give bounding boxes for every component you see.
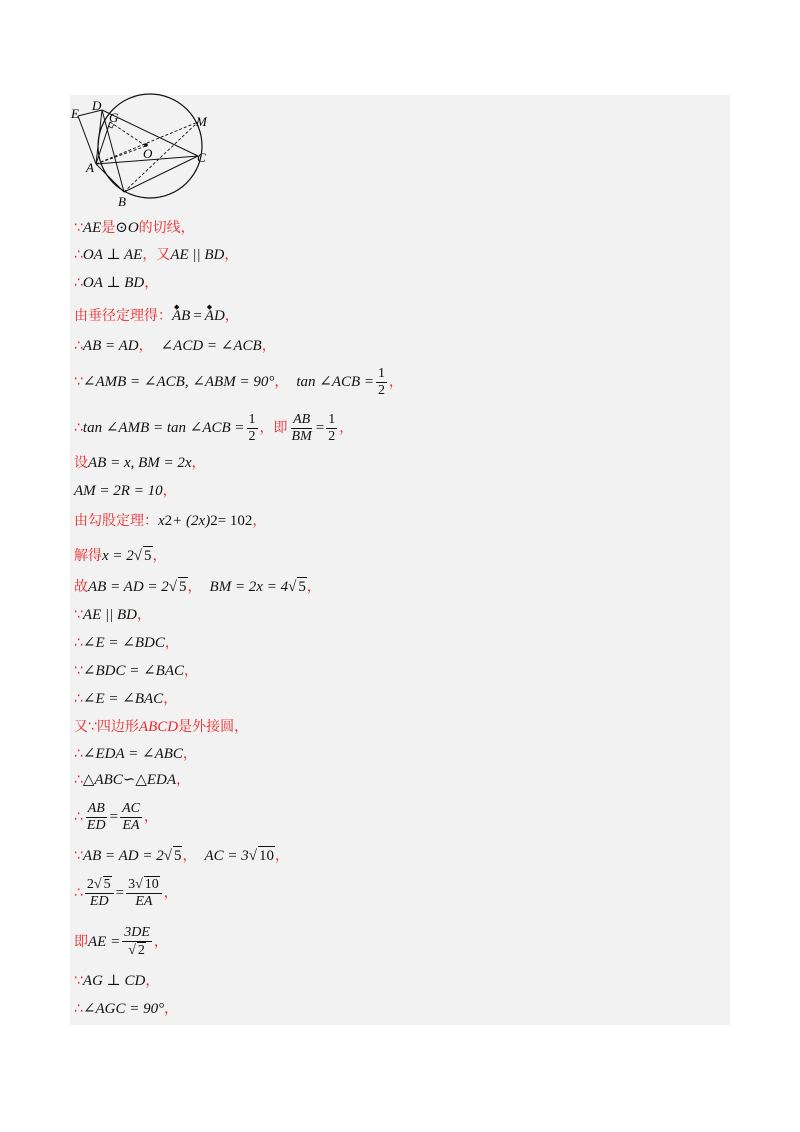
denominator: BM [291, 428, 312, 444]
solution-line-13 [74, 606, 151, 624]
fraction [122, 925, 152, 959]
numerator: 3DE [124, 925, 150, 940]
therefore-symbol: ∴ [74, 772, 83, 788]
text: 由垂径定理得： [74, 308, 172, 324]
text: ， [224, 308, 239, 324]
math-expr: BM = 2x = 4 [209, 578, 289, 595]
text: ， [145, 973, 160, 989]
math-expr: ∠EDA = ∠ABC [82, 746, 183, 762]
exponent: 2 [244, 513, 253, 529]
therefore-symbol: ∴ [74, 809, 83, 825]
text: ， [164, 1001, 179, 1017]
coefficient: 3 [128, 877, 136, 892]
label-a: A [86, 160, 94, 175]
label-e: E [71, 106, 79, 121]
math-expr: x = 2 [102, 547, 134, 564]
label-o: O [143, 146, 153, 161]
math-expr: ∠E = ∠BDC [82, 635, 165, 651]
solution-line-25 [74, 1000, 178, 1018]
solution-line-23 [74, 924, 168, 960]
math-expr: ∠BDC = ∠BAC [82, 663, 185, 679]
math-expr: AB = x, BM = 2x [88, 455, 192, 471]
exponent: 2 [210, 513, 218, 529]
solution-line-8 [74, 454, 206, 472]
text: ， [163, 691, 178, 707]
math-expr: x [158, 513, 165, 529]
therefore-symbol: ∴ [74, 746, 83, 762]
because-symbol: ∵ [74, 220, 83, 236]
solution-line-10 [74, 512, 266, 530]
therefore-symbol: ∴ [74, 275, 83, 291]
radicand: 5 [298, 579, 306, 595]
radicand: 10 [144, 877, 159, 892]
line-oa-dashed [96, 146, 146, 164]
text: 的切线， [138, 220, 195, 236]
text: ， [389, 374, 404, 390]
solution-line-3 [74, 274, 158, 292]
fraction [290, 412, 314, 445]
because-symbol: ∵ [74, 847, 83, 864]
because-symbol: ∵ [74, 374, 83, 390]
solution-line-20 [74, 800, 158, 834]
text: ， [153, 934, 168, 950]
numerator: 1 [248, 411, 256, 427]
denominator: ED [89, 894, 109, 909]
text: ， [143, 809, 158, 825]
solution-line-11: 解得 x = 2 √ 5 ， [74, 547, 167, 564]
text: ， [163, 885, 178, 901]
label-b: B [118, 194, 126, 209]
solution-line-7 [74, 412, 353, 444]
because-symbol: ∵ [74, 607, 83, 623]
solution-line-12: 故 AB = AD = 2 √ 5 ， BM = 2x = 4 √ 5 ， [74, 578, 321, 595]
text: ， [184, 663, 199, 679]
text: 解得 [74, 547, 102, 564]
numerator: 3√ 10 [126, 876, 162, 894]
text: 又∵四边形 [74, 719, 139, 735]
text: ， [176, 772, 191, 788]
math-expr: AB = AD = 2 [82, 847, 164, 864]
numerator: 1 [328, 411, 336, 427]
therefore-symbol: ∴ [74, 635, 83, 651]
math-expr: OA ⊥ BD [82, 275, 145, 291]
fraction [376, 366, 387, 399]
denominator: 2 [378, 382, 386, 398]
denominator: √ 2 [128, 943, 145, 958]
math-expr: △ABC∽△EDA [82, 772, 177, 788]
text: ， [224, 247, 239, 263]
solution-line-14 [74, 634, 179, 652]
label-d: D [92, 98, 102, 113]
text: 即 [74, 934, 88, 950]
fraction [247, 412, 258, 445]
coefficient: 2 [86, 877, 94, 892]
therefore-symbol: ∴ [74, 420, 83, 436]
denominator: EA [135, 894, 153, 909]
numerator: AC [122, 800, 140, 816]
text: ， [306, 578, 321, 595]
therefore-symbol: ∴ [74, 691, 83, 707]
text: ， [261, 338, 276, 354]
solution-line-6 [74, 366, 403, 398]
denominator: EA [122, 817, 140, 833]
math-expr: AE [82, 220, 102, 236]
circle-geometry-figure [70, 92, 210, 210]
solution-line-17 [74, 718, 248, 736]
line-ea [78, 116, 96, 164]
text: ， [162, 483, 177, 499]
line-go-dashed [110, 122, 146, 146]
math-expr: = 10 [217, 513, 245, 529]
denominator: 2 [248, 428, 256, 444]
exponent: 2 [164, 513, 173, 529]
label-m: M [196, 114, 207, 129]
math-expr: ⊙O [115, 220, 139, 236]
text: 由勾股定理： [74, 513, 158, 529]
text: ， [191, 455, 206, 471]
radicand: 5 [103, 877, 111, 892]
text: 是外接圆， [178, 719, 249, 735]
math-expr: tan ∠AMB = tan ∠ACB = [82, 420, 245, 436]
math-expr: ABCD [138, 719, 179, 735]
text: ， [138, 338, 153, 354]
text: ， [182, 847, 197, 864]
therefore-symbol: ∴ [74, 1001, 83, 1017]
fraction [85, 876, 114, 910]
text: ，即 [259, 420, 288, 436]
math-expr: OA ⊥ AE [82, 247, 143, 263]
solution-line-19 [74, 771, 190, 789]
denominator: 2 [328, 428, 336, 444]
math-expr: AE || BD [170, 247, 225, 263]
solution-line-5 [74, 337, 276, 355]
equals: = [315, 420, 325, 436]
numerator: 1 [378, 365, 386, 381]
fraction [326, 412, 337, 445]
therefore-symbol: ∴ [74, 885, 83, 901]
text: ， [252, 513, 267, 529]
arc-ab: ◆ AB [172, 307, 190, 325]
text: 故 [74, 578, 88, 595]
text: ，又 [142, 247, 171, 263]
radicand: 5 [144, 548, 152, 564]
math-expr: ∠AMB = ∠ACB, ∠ABM = 90° [82, 374, 275, 390]
solution-line-24 [74, 972, 159, 990]
math-expr: AB = AD = 2 [88, 578, 169, 595]
math-expr: ∠AGC = 90° [82, 1001, 165, 1017]
text: ， [152, 547, 167, 564]
because-symbol: ∵ [74, 663, 83, 679]
math-expr: AE = [88, 934, 121, 950]
text: ， [187, 578, 202, 595]
math-expr: tan ∠ACB = [296, 374, 375, 390]
text: ， [339, 420, 354, 436]
text: ， [144, 275, 159, 291]
denominator: ED [86, 817, 106, 833]
fraction [126, 876, 162, 910]
text: 设 [74, 455, 88, 471]
radicand: 2 [137, 943, 145, 958]
solution-line-4 [74, 307, 239, 325]
equals: = [115, 885, 125, 901]
math-expr: AG ⊥ CD [82, 973, 146, 989]
math-expr: AB = AD [82, 338, 139, 354]
solution-line-15 [74, 662, 198, 680]
solution-line-18 [74, 745, 197, 763]
text: ， [274, 847, 289, 864]
fraction [85, 801, 108, 834]
label-g: G [109, 110, 119, 125]
solution-line-16 [74, 690, 177, 708]
text: ， [274, 374, 289, 390]
solution-line-2 [74, 246, 238, 264]
numerator: 2√ 5 [85, 876, 114, 894]
text: ， [182, 746, 197, 762]
radicand: 5 [179, 579, 187, 595]
math-expr: AE || BD [82, 607, 137, 623]
numerator: AB [87, 800, 105, 816]
math-expr: ∠E = ∠BAC [82, 691, 164, 707]
solution-line-21: ∵ AB = AD = 2 √ 5 ， AC = 3 √ 10 ， [74, 847, 289, 864]
arc-ad: ◆ AD [205, 307, 225, 325]
therefore-symbol: ∴ [74, 247, 83, 263]
numerator: AB [293, 411, 311, 427]
text: ， [137, 607, 151, 623]
solution-line-9 [74, 482, 177, 500]
math-expr: AM = 2R = 10 [74, 483, 163, 499]
fraction [120, 801, 142, 834]
radicand: 10 [258, 848, 274, 864]
text: 是 [101, 220, 116, 236]
solution-line-1 [74, 219, 195, 237]
math-expr: AC = 3 [204, 847, 249, 864]
radicand: 5 [173, 848, 182, 864]
because-symbol: ∵ [74, 973, 83, 989]
label-c: C [197, 150, 206, 165]
equals: = [193, 308, 202, 324]
therefore-symbol: ∴ [74, 338, 83, 354]
math-expr: + (2x) [172, 513, 211, 529]
solution-line-22 [74, 874, 178, 912]
equals: = [109, 809, 119, 825]
math-expr: ∠ACD = ∠ACB [160, 338, 262, 354]
text: ， [164, 635, 179, 651]
